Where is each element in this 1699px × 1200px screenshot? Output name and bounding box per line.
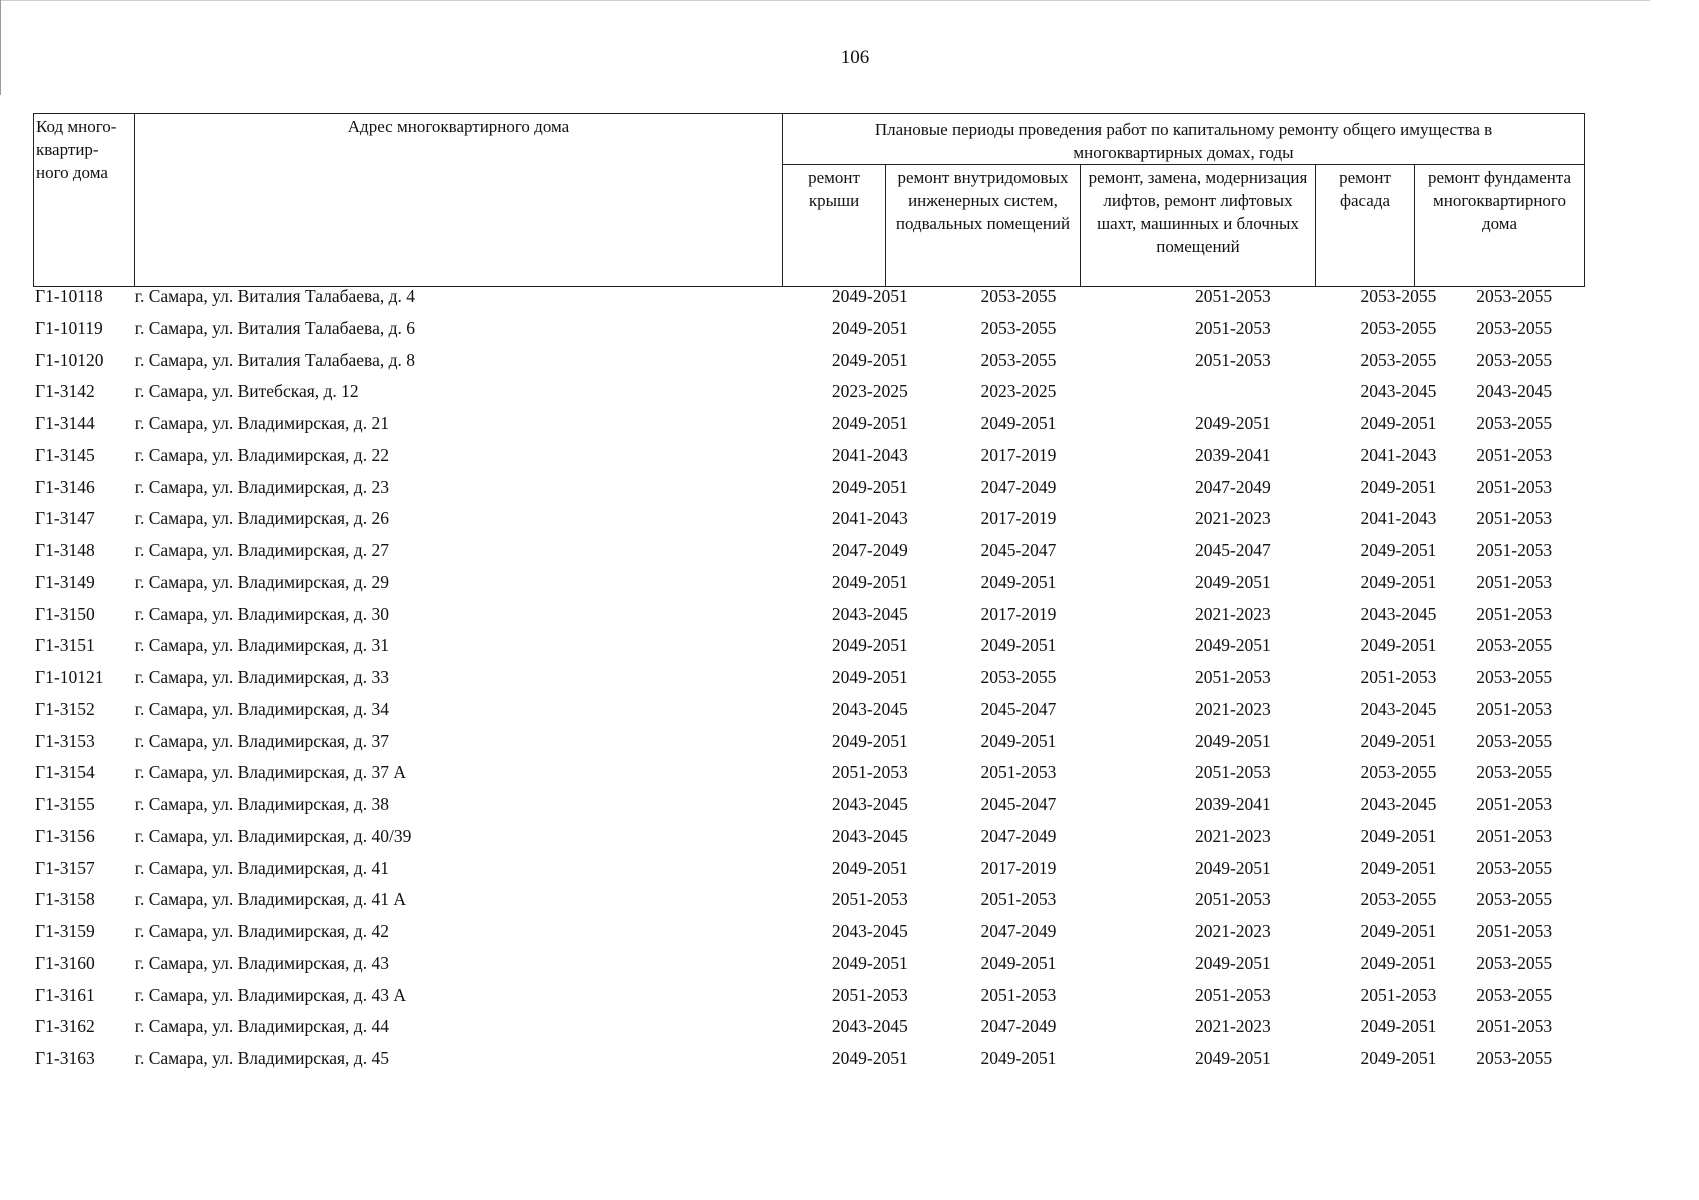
cell-address: г. Самара, ул. Владимирская, д. 41 А bbox=[134, 889, 406, 910]
table-row bbox=[33, 920, 1581, 952]
cell-engineering: 2051-2053 bbox=[980, 984, 1057, 1005]
cell-lifts: 2051-2053 bbox=[1194, 317, 1271, 338]
header-foundation-text: ремонт фундамента многоквартирного дома bbox=[1427, 168, 1572, 233]
cell-address: г. Самара, ул. Владимирская, д. 21 bbox=[134, 413, 389, 433]
cell-foundation: 2053-2055 bbox=[1476, 1048, 1553, 1068]
header-engineering-text: ремонт внутридомовых инженерных систем, подвальных помещений bbox=[895, 168, 1071, 233]
cell-code: Г1-3162 bbox=[35, 1016, 95, 1037]
cell-lifts: 2051-2053 bbox=[1194, 889, 1271, 910]
cell-roof: 2043-2045 bbox=[831, 825, 908, 846]
cell-lifts: 2049-2051 bbox=[1194, 571, 1271, 592]
cell-engineering: 2047-2049 bbox=[980, 476, 1057, 497]
cell-foundation: 2053-2055 bbox=[1476, 889, 1553, 910]
cell-address: г. Самара, ул. Витебская, д. 12 bbox=[134, 381, 359, 402]
cell-engineering: 2049-2051 bbox=[980, 952, 1057, 973]
cell-roof: 2049-2051 bbox=[831, 349, 908, 370]
page-number: 106 bbox=[840, 47, 870, 68]
cell-facade: 2049-2051 bbox=[1360, 952, 1437, 973]
cell-roof: 2049-2051 bbox=[831, 667, 908, 687]
cell-facade: 2043-2045 bbox=[1360, 381, 1437, 402]
cell-foundation: 2051-2053 bbox=[1476, 921, 1553, 941]
table-row bbox=[33, 317, 1581, 349]
cell-address: г. Самара, ул. Владимирская, д. 37 А bbox=[134, 762, 406, 783]
table-row bbox=[33, 539, 1581, 571]
cell-code: Г1-3146 bbox=[35, 476, 95, 497]
header-roof-text: ремонт крыши bbox=[808, 168, 860, 210]
table-row bbox=[33, 730, 1581, 762]
cell-engineering: 2049-2051 bbox=[980, 571, 1057, 592]
cell-lifts: 2051-2053 bbox=[1194, 349, 1271, 370]
header-planned-periods-text: Плановые периоды проведения работ по капитальному ремонту общего имущества в многоквартирных домах, годы bbox=[874, 120, 1493, 162]
cell-address: г. Самара, ул. Владимирская, д. 40/39 bbox=[134, 825, 412, 846]
cell-engineering: 2049-2051 bbox=[980, 1048, 1057, 1068]
cell-lifts: 2039-2041 bbox=[1194, 794, 1271, 814]
cell-roof: 2049-2051 bbox=[831, 952, 908, 973]
cell-roof: 2043-2045 bbox=[831, 794, 908, 814]
cell-lifts: 2021-2023 bbox=[1194, 508, 1271, 529]
cell-address: г. Самара, ул. Владимирская, д. 29 bbox=[134, 571, 389, 592]
cell-facade: 2041-2043 bbox=[1360, 508, 1437, 529]
cell-engineering: 2053-2055 bbox=[980, 317, 1057, 338]
cell-foundation: 2053-2055 bbox=[1476, 317, 1553, 338]
table-row bbox=[33, 888, 1581, 920]
cell-facade: 2049-2051 bbox=[1360, 921, 1437, 941]
cell-foundation: 2053-2055 bbox=[1476, 349, 1553, 370]
cell-roof: 2051-2053 bbox=[831, 984, 908, 1005]
table-row bbox=[33, 1015, 1581, 1047]
cell-roof: 2049-2051 bbox=[831, 571, 908, 592]
cell-lifts: 2049-2051 bbox=[1194, 635, 1271, 656]
cell-engineering: 2047-2049 bbox=[980, 921, 1057, 941]
cell-engineering: 2049-2051 bbox=[980, 413, 1057, 433]
cell-facade: 2053-2055 bbox=[1360, 349, 1437, 370]
cell-facade: 2051-2053 bbox=[1360, 984, 1437, 1005]
cell-lifts: 2021-2023 bbox=[1194, 1016, 1271, 1037]
cell-facade: 2041-2043 bbox=[1360, 444, 1437, 465]
table-row bbox=[33, 1047, 1581, 1079]
cell-facade: 2049-2051 bbox=[1360, 1048, 1437, 1068]
table-row bbox=[33, 634, 1581, 666]
table-row bbox=[33, 349, 1581, 381]
cell-lifts: 2049-2051 bbox=[1194, 952, 1271, 973]
cell-facade: 2049-2051 bbox=[1360, 413, 1437, 433]
cell-roof: 2051-2053 bbox=[831, 889, 908, 910]
cell-engineering: 2053-2055 bbox=[980, 349, 1057, 370]
cell-lifts: 2049-2051 bbox=[1194, 730, 1271, 751]
cell-foundation: 2053-2055 bbox=[1476, 730, 1553, 751]
header-roof bbox=[783, 165, 886, 287]
cell-address: г. Самара, ул. Владимирская, д. 45 bbox=[134, 1048, 389, 1068]
table-row bbox=[33, 571, 1581, 603]
cell-address: г. Самара, ул. Владимирская, д. 44 bbox=[134, 1016, 389, 1037]
cell-code: Г1-3154 bbox=[35, 762, 95, 783]
cell-address: г. Самара, ул. Владимирская, д. 34 bbox=[134, 698, 389, 719]
cell-foundation: 2051-2053 bbox=[1476, 444, 1553, 465]
cell-roof: 2043-2045 bbox=[831, 921, 908, 941]
cell-address: г. Самара, ул. Владимирская, д. 26 bbox=[134, 508, 389, 529]
cell-code: Г1-3152 bbox=[35, 698, 95, 719]
cell-roof: 2049-2051 bbox=[831, 635, 908, 656]
cell-facade: 2053-2055 bbox=[1360, 286, 1437, 306]
cell-roof: 2041-2043 bbox=[831, 444, 908, 465]
cell-address: г. Самара, ул. Владимирская, д. 30 bbox=[134, 603, 389, 624]
cell-foundation: 2053-2055 bbox=[1476, 635, 1553, 656]
cell-facade: 2049-2051 bbox=[1360, 476, 1437, 497]
cell-roof: 2043-2045 bbox=[831, 603, 908, 624]
table-header bbox=[33, 113, 1585, 287]
cell-code: Г1-3153 bbox=[35, 730, 95, 751]
cell-engineering: 2047-2049 bbox=[980, 825, 1057, 846]
cell-foundation: 2051-2053 bbox=[1476, 698, 1553, 719]
table-row bbox=[33, 793, 1581, 825]
cell-foundation: 2053-2055 bbox=[1476, 952, 1553, 973]
cell-roof: 2049-2051 bbox=[831, 857, 908, 878]
cell-roof: 2051-2053 bbox=[831, 762, 908, 783]
cell-code: Г1-3145 bbox=[35, 444, 95, 465]
cell-facade: 2049-2051 bbox=[1360, 1016, 1437, 1037]
cell-engineering: 2053-2055 bbox=[980, 667, 1057, 687]
cell-code: Г1-3160 bbox=[35, 952, 95, 973]
cell-roof: 2049-2051 bbox=[831, 730, 908, 751]
cell-facade: 2049-2051 bbox=[1360, 540, 1437, 560]
header-planned-periods bbox=[783, 114, 1585, 165]
cell-facade: 2051-2053 bbox=[1360, 667, 1437, 687]
cell-code: Г1-10120 bbox=[35, 349, 104, 370]
table-row bbox=[33, 761, 1581, 793]
cell-address: г. Самара, ул. Владимирская, д. 33 bbox=[134, 667, 389, 687]
cell-address: г. Самара, ул. Владимирская, д. 27 bbox=[134, 540, 389, 560]
cell-code: Г1-3147 bbox=[35, 508, 95, 529]
cell-address: г. Самара, ул. Виталия Талабаева, д. 4 bbox=[134, 286, 416, 306]
cell-foundation: 2051-2053 bbox=[1476, 825, 1553, 846]
cell-roof: 2049-2051 bbox=[831, 413, 908, 433]
header-facade-text: ремонт фасада bbox=[1339, 168, 1391, 210]
cell-foundation: 2053-2055 bbox=[1476, 286, 1553, 306]
cell-lifts: 2021-2023 bbox=[1194, 825, 1271, 846]
cell-engineering: 2049-2051 bbox=[980, 635, 1057, 656]
scan-edge-top bbox=[0, 0, 1650, 1]
cell-engineering: 2047-2049 bbox=[980, 1016, 1057, 1037]
cell-address: г. Самара, ул. Владимирская, д. 31 bbox=[134, 635, 389, 656]
header-address-text: Адрес многоквартирного дома bbox=[347, 117, 570, 136]
cell-code: Г1-3142 bbox=[35, 381, 95, 402]
cell-foundation: 2051-2053 bbox=[1476, 508, 1553, 529]
cell-foundation: 2053-2055 bbox=[1476, 667, 1553, 687]
cell-code: Г1-3161 bbox=[35, 984, 95, 1005]
cell-roof: 2043-2045 bbox=[831, 698, 908, 719]
cell-foundation: 2051-2053 bbox=[1476, 1016, 1553, 1037]
cell-roof: 2043-2045 bbox=[831, 1016, 908, 1037]
cell-roof: 2023-2025 bbox=[831, 381, 908, 402]
cell-roof: 2041-2043 bbox=[831, 508, 908, 529]
table-row bbox=[33, 444, 1581, 476]
cell-code: Г1-3155 bbox=[35, 794, 95, 814]
cell-address: г. Самара, ул. Владимирская, д. 38 bbox=[134, 794, 389, 814]
cell-address: г. Самара, ул. Владимирская, д. 43 bbox=[134, 952, 389, 973]
table-body bbox=[33, 285, 1581, 1079]
cell-lifts: 2051-2053 bbox=[1194, 286, 1271, 306]
table-row bbox=[33, 603, 1581, 635]
cell-roof: 2047-2049 bbox=[831, 540, 908, 560]
cell-engineering: 2049-2051 bbox=[980, 730, 1057, 751]
header-code bbox=[34, 114, 135, 287]
cell-facade: 2053-2055 bbox=[1360, 889, 1437, 910]
cell-code: Г1-3163 bbox=[35, 1048, 95, 1068]
cell-engineering: 2045-2047 bbox=[980, 540, 1057, 560]
table-row bbox=[33, 380, 1581, 412]
cell-lifts: 2051-2053 bbox=[1194, 762, 1271, 783]
cell-code: Г1-10121 bbox=[35, 667, 104, 687]
cell-roof: 2049-2051 bbox=[831, 317, 908, 338]
header-address bbox=[135, 114, 783, 287]
cell-facade: 2053-2055 bbox=[1360, 762, 1437, 783]
cell-facade: 2043-2045 bbox=[1360, 698, 1437, 719]
cell-code: Г1-10118 bbox=[35, 286, 103, 306]
header-facade bbox=[1316, 165, 1415, 287]
cell-lifts: 2021-2023 bbox=[1194, 921, 1271, 941]
cell-foundation: 2051-2053 bbox=[1476, 794, 1553, 814]
cell-code: Г1-3150 bbox=[35, 603, 95, 624]
cell-lifts: 2049-2051 bbox=[1194, 413, 1271, 433]
cell-foundation: 2043-2045 bbox=[1476, 381, 1553, 402]
cell-code: Г1-3144 bbox=[35, 413, 95, 433]
cell-address: г. Самара, ул. Виталия Талабаева, д. 6 bbox=[134, 317, 416, 338]
cell-facade: 2043-2045 bbox=[1360, 603, 1437, 624]
header-engineering bbox=[886, 165, 1081, 287]
cell-address: г. Самара, ул. Владимирская, д. 37 bbox=[134, 730, 389, 751]
cell-address: г. Самара, ул. Владимирская, д. 23 bbox=[134, 476, 389, 497]
cell-engineering: 2053-2055 bbox=[980, 286, 1057, 306]
cell-foundation: 2053-2055 bbox=[1476, 984, 1553, 1005]
cell-address: г. Самара, ул. Виталия Талабаева, д. 8 bbox=[134, 349, 416, 370]
cell-engineering: 2045-2047 bbox=[980, 794, 1057, 814]
cell-engineering: 2051-2053 bbox=[980, 762, 1057, 783]
cell-engineering: 2017-2019 bbox=[980, 603, 1057, 624]
cell-lifts: 2045-2047 bbox=[1194, 540, 1271, 560]
cell-foundation: 2053-2055 bbox=[1476, 857, 1553, 878]
header-lifts-text: ремонт, замена, модернизация лифтов, ремонт лифтовых шахт, машинных и блочных помещений bbox=[1088, 168, 1308, 256]
cell-engineering: 2017-2019 bbox=[980, 508, 1057, 529]
cell-roof: 2049-2051 bbox=[831, 286, 908, 306]
cell-facade: 2053-2055 bbox=[1360, 317, 1437, 338]
table-row bbox=[33, 698, 1581, 730]
table-row bbox=[33, 285, 1581, 317]
cell-code: Г1-3156 bbox=[35, 825, 95, 846]
cell-lifts: 2021-2023 bbox=[1194, 698, 1271, 719]
header-foundation bbox=[1415, 165, 1585, 287]
cell-lifts: 2021-2023 bbox=[1194, 603, 1271, 624]
cell-facade: 2049-2051 bbox=[1360, 730, 1437, 751]
table-row bbox=[33, 412, 1581, 444]
header-lifts bbox=[1081, 165, 1316, 287]
cell-lifts: 2049-2051 bbox=[1194, 1048, 1271, 1068]
cell-address: г. Самара, ул. Владимирская, д. 42 bbox=[134, 921, 389, 941]
cell-facade: 2049-2051 bbox=[1360, 635, 1437, 656]
table-row bbox=[33, 666, 1581, 698]
table-row bbox=[33, 476, 1581, 508]
cell-facade: 2049-2051 bbox=[1360, 825, 1437, 846]
cell-code: Г1-3148 bbox=[35, 540, 95, 560]
cell-lifts: 2047-2049 bbox=[1194, 476, 1271, 497]
cell-foundation: 2051-2053 bbox=[1476, 603, 1553, 624]
cell-roof: 2049-2051 bbox=[831, 1048, 908, 1068]
table-row bbox=[33, 984, 1581, 1016]
table-row bbox=[33, 825, 1581, 857]
cell-engineering: 2017-2019 bbox=[980, 857, 1057, 878]
cell-code: Г1-3157 bbox=[35, 857, 95, 878]
cell-code: Г1-3159 bbox=[35, 921, 95, 941]
table-row bbox=[33, 857, 1581, 889]
cell-address: г. Самара, ул. Владимирская, д. 22 bbox=[134, 444, 389, 465]
cell-foundation: 2053-2055 bbox=[1476, 762, 1553, 783]
table-row bbox=[33, 952, 1581, 984]
cell-facade: 2049-2051 bbox=[1360, 571, 1437, 592]
cell-facade: 2043-2045 bbox=[1360, 794, 1437, 814]
cell-lifts: 2039-2041 bbox=[1194, 444, 1271, 465]
cell-lifts: 2051-2053 bbox=[1194, 984, 1271, 1005]
table-row bbox=[33, 507, 1581, 539]
cell-address: г. Самара, ул. Владимирская, д. 43 А bbox=[134, 984, 406, 1005]
cell-lifts: 2049-2051 bbox=[1194, 857, 1271, 878]
cell-code: Г1-3151 bbox=[35, 635, 95, 656]
cell-roof: 2049-2051 bbox=[831, 476, 908, 497]
cell-foundation: 2051-2053 bbox=[1476, 571, 1553, 592]
cell-engineering: 2023-2025 bbox=[980, 381, 1057, 402]
cell-lifts: 2051-2053 bbox=[1194, 667, 1271, 687]
cell-code: Г1-10119 bbox=[35, 317, 103, 338]
cell-engineering: 2045-2047 bbox=[980, 698, 1057, 719]
cell-code: Г1-3158 bbox=[35, 889, 95, 910]
cell-engineering: 2051-2053 bbox=[980, 889, 1057, 910]
cell-foundation: 2051-2053 bbox=[1476, 476, 1553, 497]
cell-facade: 2049-2051 bbox=[1360, 857, 1437, 878]
cell-code: Г1-3149 bbox=[35, 571, 95, 592]
cell-foundation: 2053-2055 bbox=[1476, 413, 1553, 433]
cell-address: г. Самара, ул. Владимирская, д. 41 bbox=[134, 857, 389, 878]
cell-engineering: 2017-2019 bbox=[980, 444, 1057, 465]
header-code-text: Код много- квартир- ного дома bbox=[36, 117, 117, 182]
cell-foundation: 2051-2053 bbox=[1476, 540, 1553, 560]
